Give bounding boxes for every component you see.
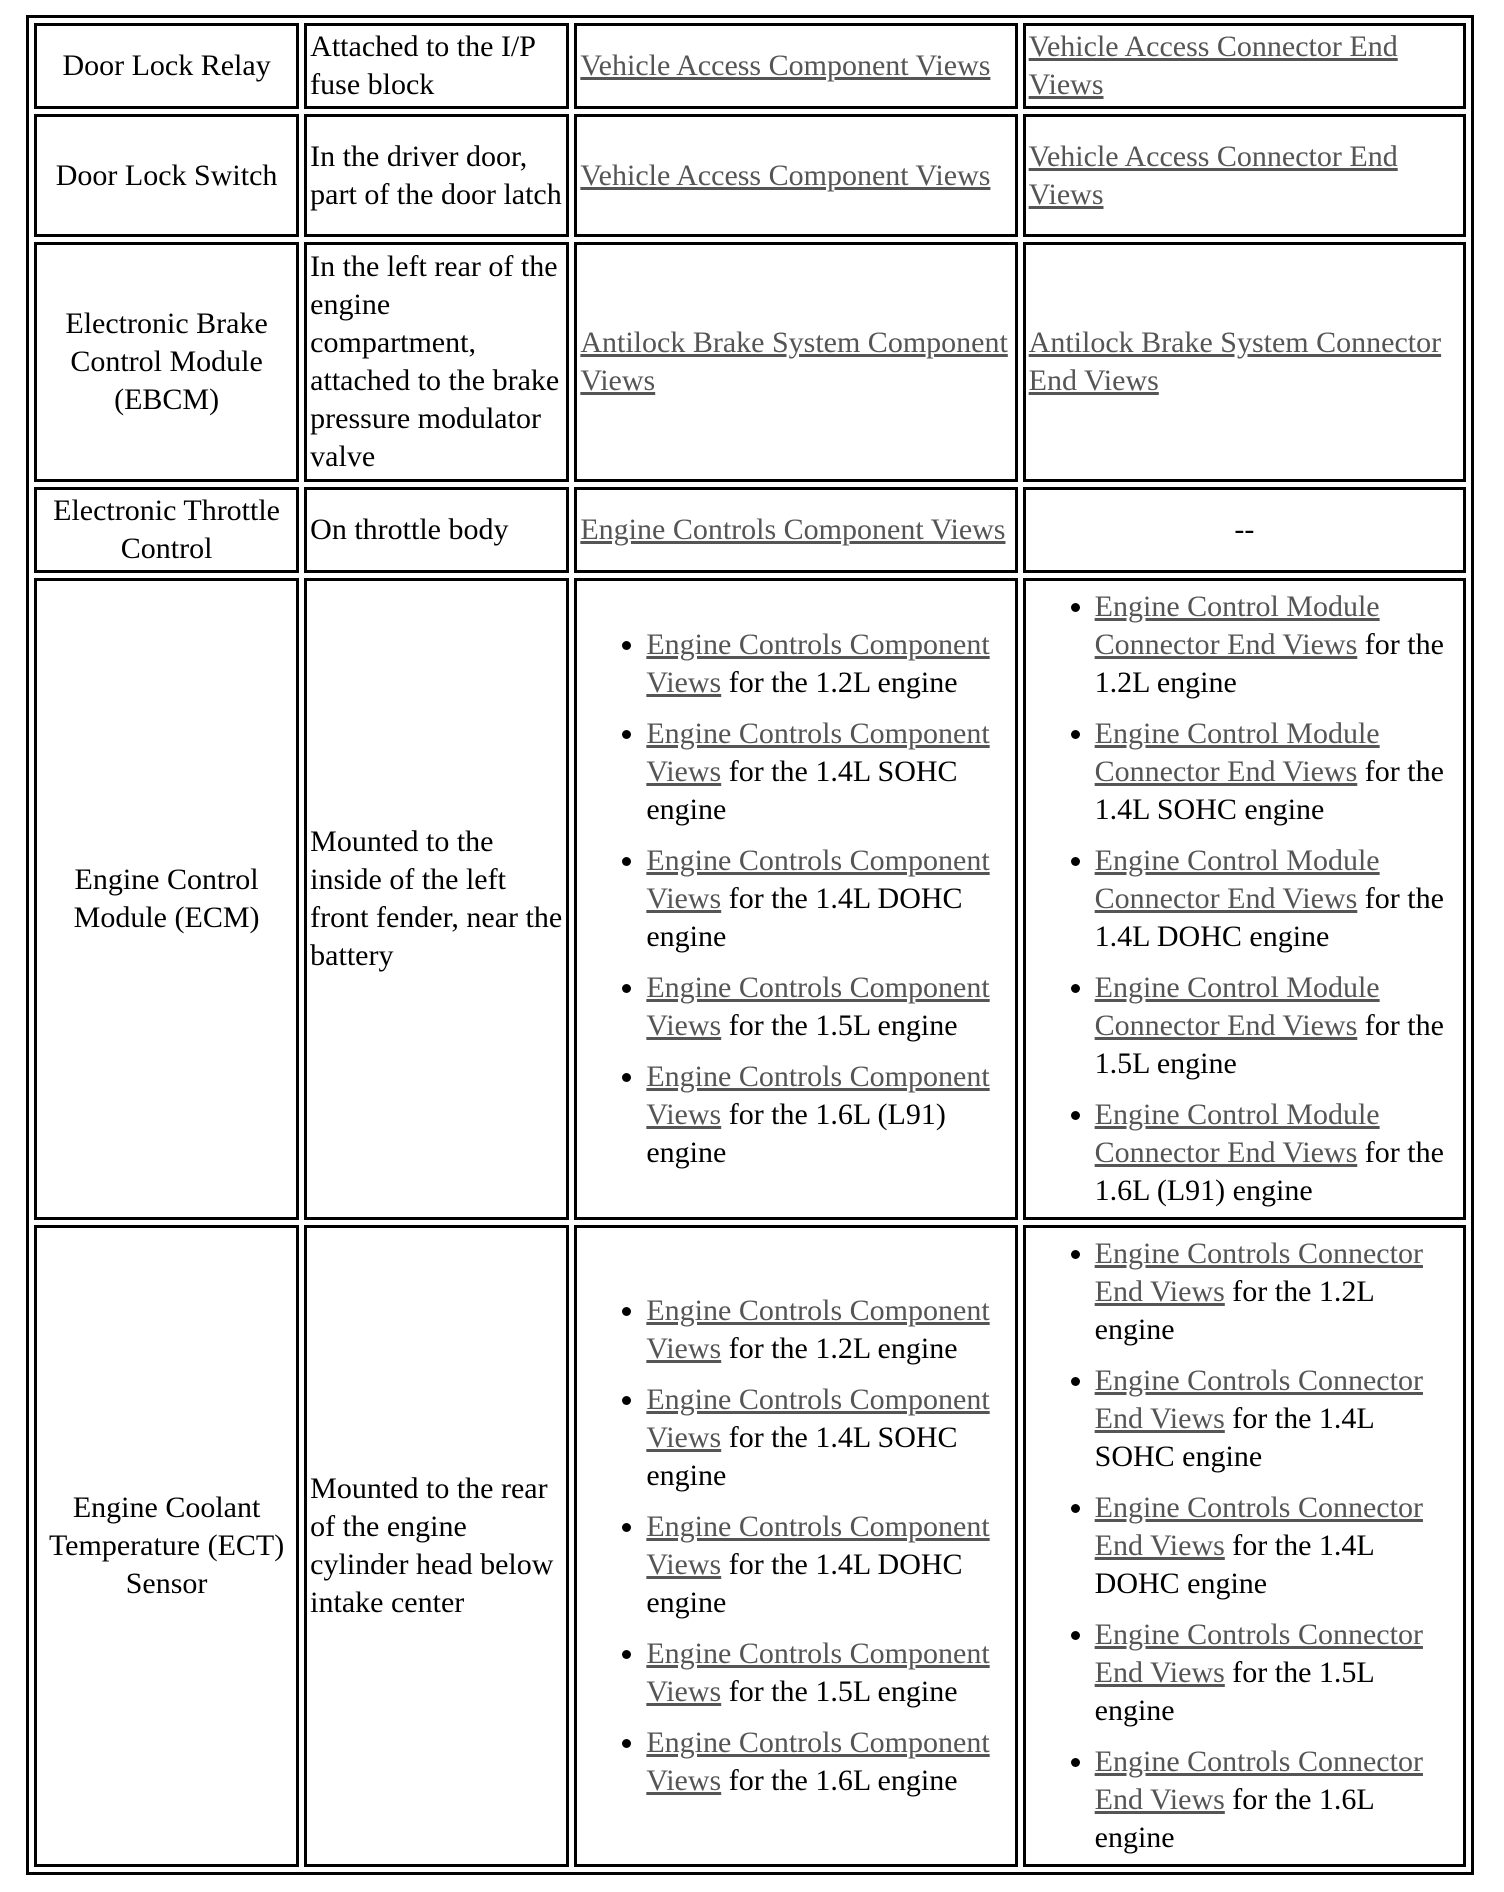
component-location: In the driver door, part of the door latch — [304, 114, 569, 237]
view-suffix: for the 1.4L DOHC engine — [646, 1548, 963, 1619]
connector-view-cell — [1023, 578, 1466, 1220]
component-name: Engine Control Module (ECM) — [34, 578, 299, 1220]
component-name: Door Lock Relay — [34, 23, 299, 109]
connector-view-list — [1029, 588, 1460, 1210]
connector-view-cell — [1023, 114, 1466, 237]
view-suffix: for the 1.4L SOHC engine — [1094, 755, 1444, 826]
table-row — [34, 23, 1466, 109]
component-view-link[interactable]: Engine Controls Component Views — [646, 1294, 990, 1365]
list-item — [646, 1381, 1011, 1495]
connector-view-link[interactable]: Engine Controls Connector End Views — [1094, 1618, 1423, 1689]
list-item — [1095, 588, 1460, 702]
connector-view-link[interactable]: Engine Controls Connector End Views — [1094, 1364, 1423, 1435]
table-row — [34, 242, 1466, 482]
connector-view-link[interactable]: Engine Controls Connector End Views — [1094, 1491, 1423, 1562]
component-view-cell — [574, 1225, 1017, 1867]
view-suffix: for the 1.5L engine — [1094, 1009, 1444, 1080]
connector-view-empty: -- — [1023, 487, 1466, 573]
connector-view-link[interactable]: Engine Control Module Connector End Views — [1094, 844, 1380, 915]
list-item — [1095, 1743, 1460, 1857]
list-item — [1095, 1096, 1460, 1210]
view-suffix: for the 1.4L SOHC engine — [1094, 1402, 1374, 1473]
view-suffix: for the 1.4L DOHC engine — [1094, 882, 1444, 953]
view-suffix: for the 1.4L SOHC engine — [646, 1421, 958, 1492]
list-item — [646, 969, 1011, 1045]
component-view-link[interactable]: Engine Controls Component Views — [646, 1383, 990, 1454]
component-view-cell — [574, 23, 1017, 109]
view-suffix: for the 1.5L engine — [1094, 1656, 1374, 1727]
component-view-cell — [574, 578, 1017, 1220]
component-view-link[interactable]: Engine Controls Component Views — [646, 1060, 990, 1131]
component-view-link[interactable]: Engine Controls Component Views — [646, 844, 990, 915]
list-item — [646, 1724, 1011, 1800]
connector-view-link[interactable]: Engine Control Module Connector End Views — [1094, 590, 1380, 661]
component-view-link[interactable]: Vehicle Access Component Views — [580, 158, 991, 192]
connector-view-link[interactable]: Engine Control Module Connector End Views — [1094, 971, 1380, 1042]
connector-view-cell — [1023, 242, 1466, 482]
view-suffix: for the 1.2L engine — [1094, 628, 1444, 699]
view-suffix: for the 1.4L DOHC engine — [1094, 1529, 1374, 1600]
component-view-link[interactable]: Engine Controls Component Views — [580, 513, 1006, 546]
list-item — [646, 1292, 1011, 1368]
view-suffix: for the 1.4L DOHC engine — [646, 882, 963, 953]
component-locator-table — [26, 15, 1474, 1875]
table-row — [34, 1225, 1466, 1867]
table-row — [34, 487, 1466, 573]
component-location: Mounted to the rear of the engine cylinder head below intake center — [304, 1225, 569, 1867]
component-view-link[interactable]: Engine Controls Component Views — [646, 971, 990, 1042]
view-suffix: for the 1.2L engine — [721, 1332, 958, 1365]
list-item — [646, 1635, 1011, 1711]
connector-view-link[interactable]: Vehicle Access Connector End Views — [1028, 30, 1398, 101]
connector-view-link[interactable]: Vehicle Access Connector End Views — [1028, 139, 1398, 211]
connector-view-link[interactable]: Engine Controls Connector End Views — [1094, 1237, 1423, 1308]
component-view-list — [580, 626, 1011, 1172]
view-suffix: for the 1.6L engine — [1094, 1783, 1374, 1854]
connector-view-link[interactable]: Engine Controls Connector End Views — [1094, 1745, 1423, 1816]
table-row — [34, 578, 1466, 1220]
component-location: On throttle body — [304, 487, 569, 573]
view-suffix: for the 1.5L engine — [721, 1009, 958, 1042]
component-location: Attached to the I/P fuse block — [304, 23, 569, 109]
component-location: In the left rear of the engine compartment, attached to the brake pressure modulator valve — [304, 242, 569, 482]
list-item — [1095, 1489, 1460, 1603]
component-view-link[interactable]: Engine Controls Component Views — [646, 1510, 990, 1581]
list-item — [646, 1508, 1011, 1622]
component-view-link[interactable]: Antilock Brake System Component Views — [580, 326, 1008, 397]
component-view-cell — [574, 114, 1017, 237]
connector-view-cell — [1023, 1225, 1466, 1867]
component-view-link[interactable]: Engine Controls Component Views — [646, 1637, 990, 1708]
view-suffix: for the 1.6L (L91) engine — [646, 1098, 946, 1169]
component-name: Door Lock Switch — [34, 114, 299, 237]
connector-view-link[interactable]: Antilock Brake System Connector End Views — [1028, 326, 1442, 397]
list-item — [1095, 1235, 1460, 1349]
list-item — [646, 626, 1011, 702]
view-suffix: for the 1.4L SOHC engine — [646, 755, 958, 826]
view-suffix: for the 1.6L engine — [721, 1764, 958, 1797]
component-location: Mounted to the inside of the left front fender, near the battery — [304, 578, 569, 1220]
connector-view-link[interactable]: Engine Control Module Connector End Views — [1094, 1098, 1380, 1169]
component-name: Engine Coolant Temperature (ECT) Sensor — [34, 1225, 299, 1867]
list-item — [646, 1058, 1011, 1172]
component-view-link[interactable]: Vehicle Access Component Views — [580, 49, 991, 82]
list-item — [1095, 842, 1460, 956]
list-item — [646, 842, 1011, 956]
view-suffix: for the 1.2L engine — [721, 666, 958, 699]
component-name: Electronic Throttle Control — [34, 487, 299, 573]
table-row — [34, 114, 1466, 237]
view-suffix: for the 1.5L engine — [721, 1675, 958, 1708]
list-item — [646, 715, 1011, 829]
component-view-cell — [574, 487, 1017, 573]
component-name: Electronic Brake Control Module (EBCM) — [34, 242, 299, 482]
connector-view-cell — [1023, 23, 1466, 109]
component-view-link[interactable]: Engine Controls Component Views — [646, 717, 990, 788]
list-item — [1095, 715, 1460, 829]
view-suffix: for the 1.6L (L91) engine — [1094, 1136, 1444, 1207]
list-item — [1095, 1616, 1460, 1730]
connector-view-link[interactable]: Engine Control Module Connector End Views — [1094, 717, 1380, 788]
list-item — [1095, 1362, 1460, 1476]
list-item — [1095, 969, 1460, 1083]
component-view-link[interactable]: Engine Controls Component Views — [646, 628, 990, 699]
connector-view-list — [1029, 1235, 1460, 1857]
component-view-cell — [574, 242, 1017, 482]
component-view-link[interactable]: Engine Controls Component Views — [646, 1726, 990, 1797]
component-view-list — [580, 1292, 1011, 1800]
view-suffix: for the 1.2L engine — [1094, 1275, 1374, 1346]
